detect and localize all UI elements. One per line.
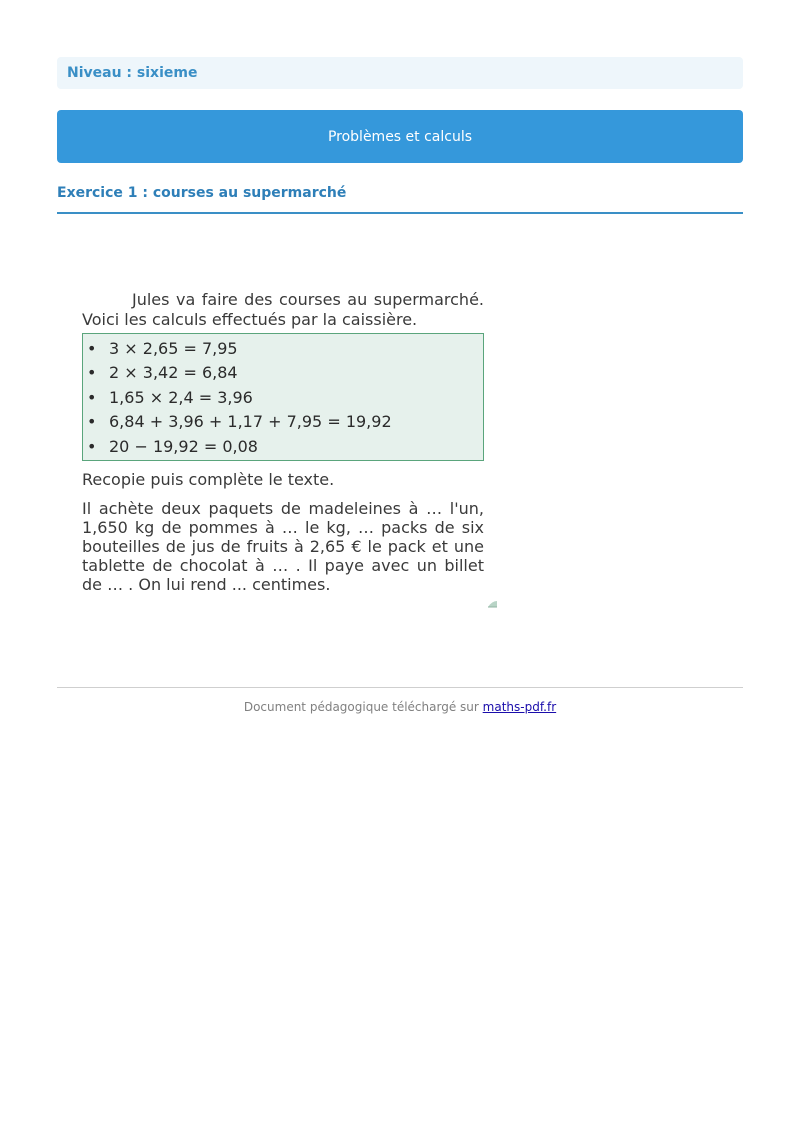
exercise-heading: Exercice 1 : courses au supermarché	[57, 185, 743, 214]
calculation-text: 1,65 × 2,4 = 3,96	[109, 387, 253, 407]
bullet-icon: •	[87, 363, 97, 383]
calculation-text: 6,84 + 3,96 + 1,17 + 7,95 = 19,92	[109, 412, 392, 432]
calculation-text: 3 × 2,65 = 7,95	[109, 339, 238, 358]
footer-link[interactable]: maths-pdf.fr	[482, 700, 557, 714]
exercise-statement	[82, 290, 502, 615]
calculation-item	[87, 386, 483, 410]
calculation-item	[87, 410, 483, 434]
page-title: Problèmes et calculs	[327, 128, 473, 145]
calculation-item	[87, 337, 483, 361]
level-value: sixieme	[136, 65, 198, 81]
calculation-item	[87, 361, 483, 385]
calculation-text: 2 × 3,42 = 6,84	[109, 363, 238, 383]
page-curl-icon	[486, 600, 498, 608]
calculation-item	[87, 435, 483, 459]
footer	[57, 700, 743, 714]
footer-text: Document pédagogique téléchargé sur	[243, 700, 479, 714]
exercise-intro: Jules va faire des courses au supermarché. Voici les calculs effectués par la caissière.	[82, 290, 484, 329]
calculations-box	[82, 333, 484, 461]
bullet-icon: •	[87, 387, 97, 407]
exercise-problem-text: Il achète deux paquets de madeleines à … l'un, 1,650 kg de pommes à … le kg, … packs de six bouteilles de jus de fruits à 2,65 € le pack et une tablette de chocolat à … . Il paye avec un billet de … . On lui rend ... centimes.	[82, 499, 484, 595]
exercise-instruction: Recopie puis complète le texte.	[82, 470, 335, 490]
calculations-list	[87, 337, 483, 459]
bullet-icon: •	[87, 412, 97, 432]
footer-divider	[57, 687, 743, 688]
bullet-icon: •	[87, 339, 97, 358]
level-label: Niveau	[67, 65, 122, 81]
calculation-text: 20 − 19,92 = 0,08	[109, 436, 258, 456]
title-banner	[57, 110, 743, 163]
bullet-icon: •	[87, 436, 97, 456]
level-separator: :	[121, 65, 137, 81]
level-indicator	[57, 57, 743, 89]
